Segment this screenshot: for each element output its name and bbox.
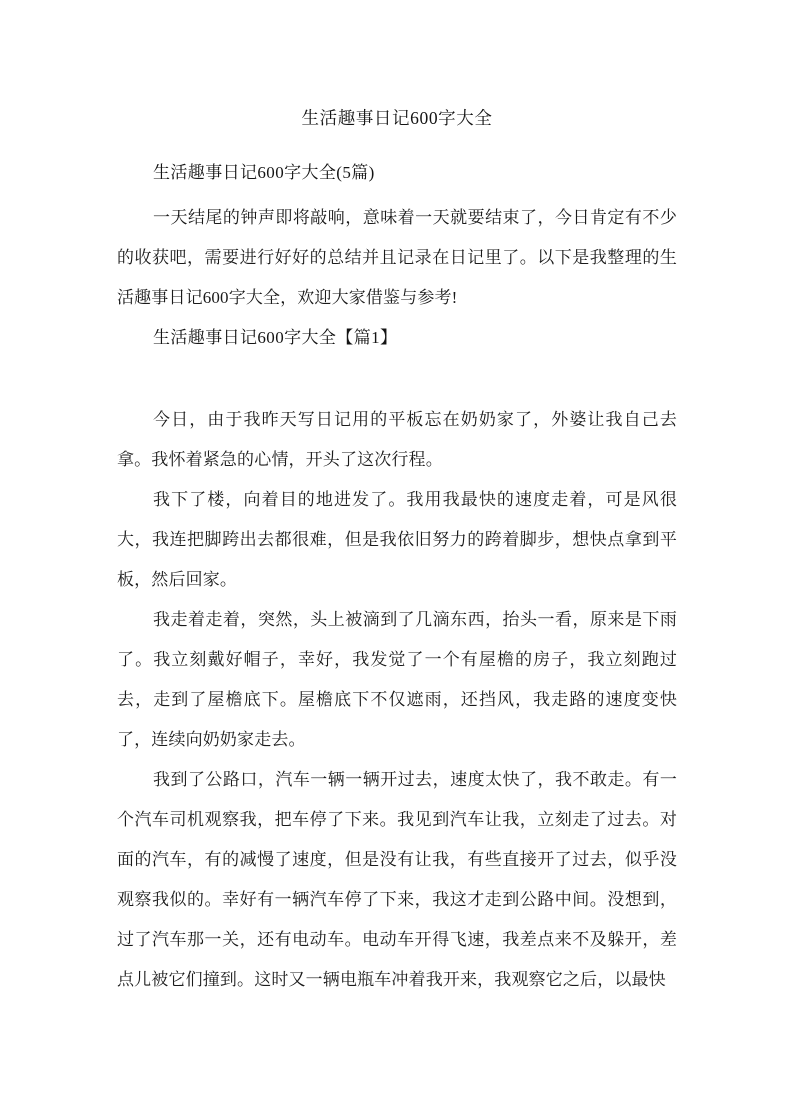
document-content [117, 0, 677, 1000]
body-paragraph-3: 我走着走着，突然，头上被滴到了几滴东西，抬头一看，原来是下雨了。我立刻戴好帽子，幸好，我发觉了一个有屋檐的房子，我立刻跑过去，走到了屋檐底下。屋檐底下不仅遮雨，还挡风，我走路的速度变快了，连续向奶奶家走去。 [117, 610, 677, 749]
intro-paragraph: 一天结尾的钟声即将敲响，意味着一天就要结束了，今日肯定有不少的收获吧，需要进行好好的总结并且记录在日记里了。以下是我整理的生活趣事日记600字大全，欢迎大家借鉴与参考! [117, 208, 677, 307]
body-paragraph-1: 今日，由于我昨天写日记用的平板忘在奶奶家了，外婆让我自己去拿。我怀着紧急的心情，开头了这次行程。 [117, 410, 677, 469]
body-paragraph-2: 我下了楼，向着目的地进发了。我用我最快的速度走着，可是风很大，我连把脚跨出去都很难，但是我依旧努力的跨着脚步，想快点拿到平板，然后回家。 [117, 490, 677, 589]
blank-spacer-line [117, 358, 677, 400]
document-subtitle: 生活趣事日记600字大全(5篇) [153, 163, 375, 182]
body-paragraph-4: 我到了公路口，汽车一辆一辆开过去，速度太快了，我不敢走。有一个汽车司机观察我，把车停了下来。我见到汽车让我，立刻走了过去。对面的汽车，有的减慢了速度，但是没有让我，有些直接开了过去，似乎没观察我似的。幸好有一辆汽车停了下来，我这才走到公路中间。没想到，过了汽车那一关，还有电动车。电动车开得飞速，我差点来不及躲开，差点儿被它们撞到。这时又一辆电瓶车冲着我开来，我观察它之后，以最快 [117, 770, 677, 989]
page-title: 生活趣事日记600字大全 [301, 108, 493, 128]
section-heading-piece-1: 生活趣事日记600字大全【篇1】 [153, 328, 398, 347]
